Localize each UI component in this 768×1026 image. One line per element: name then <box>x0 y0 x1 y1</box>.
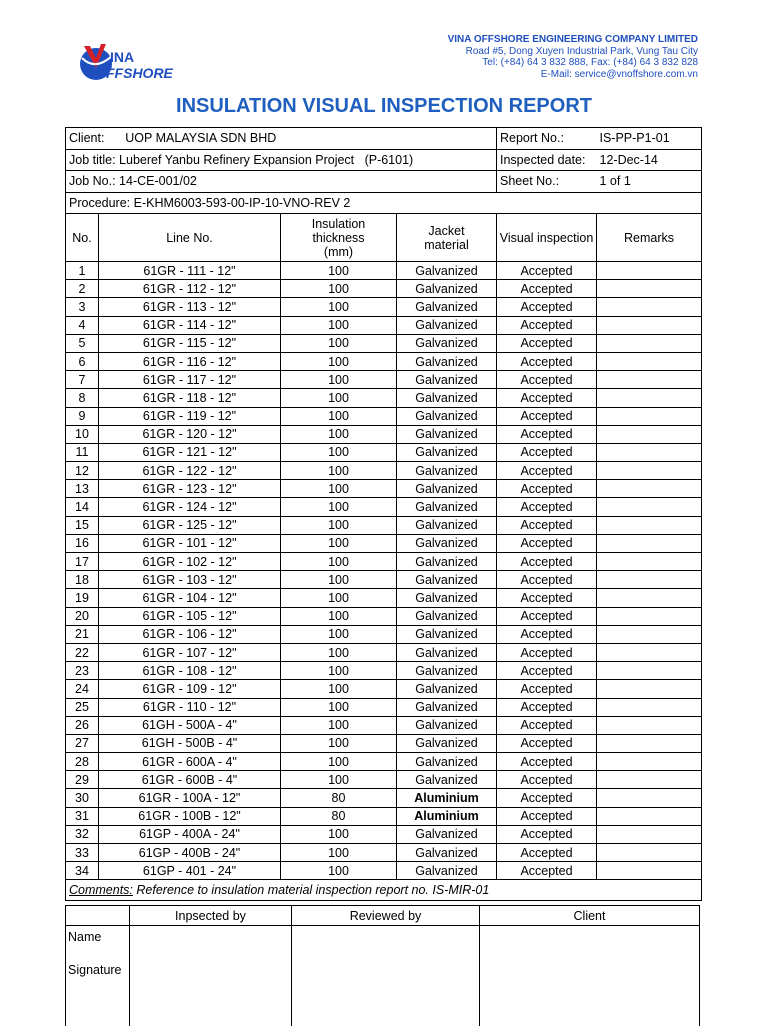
row-jacket: Galvanized <box>397 643 497 661</box>
row-no: 10 <box>66 425 99 443</box>
table-row <box>66 607 702 625</box>
row-jacket: Galvanized <box>397 571 497 589</box>
row-no: 20 <box>66 607 99 625</box>
row-no: 12 <box>66 462 99 480</box>
row-remarks <box>597 371 702 389</box>
row-line-no: 61GR - 118 - 12" <box>99 389 281 407</box>
row-remarks <box>597 443 702 461</box>
table-row <box>66 462 702 480</box>
row-no: 30 <box>66 789 99 807</box>
name-label: Name <box>68 930 127 944</box>
company-phone: Tel: (+84) 64 3 832 888, Fax: (+84) 64 3 832 828 <box>448 57 698 69</box>
row-visual: Accepted <box>497 407 597 425</box>
row-visual: Accepted <box>497 643 597 661</box>
row-remarks <box>597 280 702 298</box>
table-header <box>66 214 702 262</box>
row-line-no: 61GR - 105 - 12" <box>99 607 281 625</box>
row-line-no: 61GR - 111 - 12" <box>99 262 281 280</box>
row-jacket: Galvanized <box>397 498 497 516</box>
job-title-value: Luberef Yanbu Refinery Expansion Project (P-6101) <box>119 153 413 167</box>
table-row <box>66 516 702 534</box>
table-row <box>66 643 702 661</box>
row-jacket: Galvanized <box>397 662 497 680</box>
row-remarks <box>597 498 702 516</box>
row-visual: Accepted <box>497 334 597 352</box>
inspected-by-header: Inpsected by <box>130 906 292 926</box>
signoff-body <box>66 926 700 1026</box>
row-visual: Accepted <box>497 571 597 589</box>
row-remarks <box>597 844 702 862</box>
row-thickness: 100 <box>281 607 397 625</box>
row-visual: Accepted <box>497 371 597 389</box>
row-no: 21 <box>66 625 99 643</box>
row-no: 7 <box>66 371 99 389</box>
row-jacket: Galvanized <box>397 462 497 480</box>
row-remarks <box>597 716 702 734</box>
col-header-remarks: Remarks <box>597 214 702 262</box>
row-jacket: Galvanized <box>397 771 497 789</box>
table-row <box>66 480 702 498</box>
row-thickness: 100 <box>281 280 397 298</box>
row-no: 29 <box>66 771 99 789</box>
row-line-no: 61GR - 107 - 12" <box>99 643 281 661</box>
row-visual: Accepted <box>497 698 597 716</box>
table-row <box>66 862 702 880</box>
row-thickness: 100 <box>281 680 397 698</box>
comments-row <box>66 880 702 901</box>
logo-text-2: FFSHORE <box>106 65 174 81</box>
row-thickness: 100 <box>281 498 397 516</box>
inspected-date-label: Inspected date: <box>497 149 597 171</box>
row-jacket: Galvanized <box>397 298 497 316</box>
col-header-line-no: Line No. <box>99 214 281 262</box>
row-no: 13 <box>66 480 99 498</box>
row-visual: Accepted <box>497 425 597 443</box>
row-line-no: 61GR - 108 - 12" <box>99 662 281 680</box>
row-no: 17 <box>66 553 99 571</box>
table-row <box>66 280 702 298</box>
row-thickness: 100 <box>281 716 397 734</box>
row-no: 16 <box>66 534 99 552</box>
procedure-row <box>66 192 702 214</box>
row-thickness: 100 <box>281 371 397 389</box>
table-row <box>66 662 702 680</box>
row-visual: Accepted <box>497 462 597 480</box>
row-line-no: 61GR - 100B - 12" <box>99 807 281 825</box>
row-thickness: 100 <box>281 298 397 316</box>
row-visual: Accepted <box>497 280 597 298</box>
report-title: INSULATION VISUAL INSPECTION REPORT <box>0 95 768 118</box>
row-jacket: Galvanized <box>397 389 497 407</box>
row-jacket: Aluminium <box>397 789 497 807</box>
row-jacket: Galvanized <box>397 753 497 771</box>
row-remarks <box>597 553 702 571</box>
signoff-labels <box>66 926 130 1026</box>
row-remarks <box>597 734 702 752</box>
sheet-no-label: Sheet No.: <box>497 171 597 193</box>
row-thickness: 100 <box>281 862 397 880</box>
row-line-no: 61GR - 122 - 12" <box>99 462 281 480</box>
row-visual: Accepted <box>497 553 597 571</box>
row-jacket: Galvanized <box>397 443 497 461</box>
row-no: 4 <box>66 316 99 334</box>
row-thickness: 100 <box>281 734 397 752</box>
row-visual: Accepted <box>497 262 597 280</box>
row-jacket: Galvanized <box>397 625 497 643</box>
job-no-label: Job No.: <box>69 174 116 188</box>
client-label: Client: <box>69 131 104 145</box>
row-jacket: Galvanized <box>397 262 497 280</box>
table-row <box>66 425 702 443</box>
row-line-no: 61GR - 100A - 12" <box>99 789 281 807</box>
row-line-no: 61GR - 120 - 12" <box>99 425 281 443</box>
row-remarks <box>597 825 702 843</box>
report-no-value: IS-PP-P1-01 <box>597 128 702 150</box>
row-thickness: 80 <box>281 789 397 807</box>
row-line-no: 61GR - 115 - 12" <box>99 334 281 352</box>
row-jacket: Galvanized <box>397 280 497 298</box>
row-jacket: Galvanized <box>397 352 497 370</box>
row-no: 11 <box>66 443 99 461</box>
table-row <box>66 716 702 734</box>
col-header-jacket: Jacket material <box>397 214 497 262</box>
company-info <box>448 34 698 80</box>
row-no: 2 <box>66 280 99 298</box>
row-thickness: 100 <box>281 480 397 498</box>
row-visual: Accepted <box>497 807 597 825</box>
row-line-no: 61GP - 401 - 24" <box>99 862 281 880</box>
row-remarks <box>597 480 702 498</box>
row-no: 14 <box>66 498 99 516</box>
row-remarks <box>597 662 702 680</box>
row-line-no: 61GR - 600B - 4" <box>99 771 281 789</box>
row-visual: Accepted <box>497 589 597 607</box>
row-visual: Accepted <box>497 516 597 534</box>
row-no: 23 <box>66 662 99 680</box>
row-no: 18 <box>66 571 99 589</box>
row-no: 24 <box>66 680 99 698</box>
inspection-table <box>65 127 702 901</box>
row-no: 1 <box>66 262 99 280</box>
row-line-no: 61GR - 112 - 12" <box>99 280 281 298</box>
row-visual: Accepted <box>497 443 597 461</box>
row-no: 34 <box>66 862 99 880</box>
row-thickness: 100 <box>281 352 397 370</box>
row-visual: Accepted <box>497 480 597 498</box>
row-remarks <box>597 589 702 607</box>
row-remarks <box>597 571 702 589</box>
row-thickness: 100 <box>281 589 397 607</box>
procedure-cell: Procedure: E-KHM6003-593-00-IP-10-VNO-REV 2 <box>66 192 702 214</box>
row-visual: Accepted <box>497 753 597 771</box>
row-remarks <box>597 425 702 443</box>
row-remarks <box>597 262 702 280</box>
row-jacket: Galvanized <box>397 825 497 843</box>
table-row <box>66 789 702 807</box>
logo-text-1: INA <box>110 49 134 65</box>
row-visual: Accepted <box>497 625 597 643</box>
row-thickness: 100 <box>281 625 397 643</box>
row-remarks <box>597 789 702 807</box>
signoff-table <box>65 905 700 1026</box>
row-jacket: Galvanized <box>397 425 497 443</box>
job-no-row <box>66 171 702 193</box>
row-no: 31 <box>66 807 99 825</box>
row-line-no: 61GR - 125 - 12" <box>99 516 281 534</box>
company-name: VINA OFFSHORE ENGINEERING COMPANY LIMITED <box>448 34 698 46</box>
client-value: UOP MALAYSIA SDN BHD <box>125 131 276 145</box>
table-row <box>66 625 702 643</box>
row-visual: Accepted <box>497 298 597 316</box>
job-no-value: 14-CE-001/02 <box>119 174 197 188</box>
row-no: 6 <box>66 352 99 370</box>
row-line-no: 61GH - 500A - 4" <box>99 716 281 734</box>
row-no: 8 <box>66 389 99 407</box>
row-line-no: 61GP - 400A - 24" <box>99 825 281 843</box>
row-visual: Accepted <box>497 534 597 552</box>
row-thickness: 100 <box>281 553 397 571</box>
table-row <box>66 771 702 789</box>
row-jacket: Galvanized <box>397 407 497 425</box>
row-line-no: 61GR - 114 - 12" <box>99 316 281 334</box>
row-thickness: 100 <box>281 662 397 680</box>
row-thickness: 100 <box>281 753 397 771</box>
signoff-header <box>66 906 700 926</box>
row-visual: Accepted <box>497 862 597 880</box>
row-remarks <box>597 462 702 480</box>
row-thickness: 100 <box>281 534 397 552</box>
row-line-no: 61GR - 116 - 12" <box>99 352 281 370</box>
row-remarks <box>597 516 702 534</box>
row-line-no: 61GR - 103 - 12" <box>99 571 281 589</box>
row-visual: Accepted <box>497 316 597 334</box>
table-row <box>66 371 702 389</box>
row-visual: Accepted <box>497 825 597 843</box>
row-thickness: 100 <box>281 334 397 352</box>
table-row <box>66 334 702 352</box>
row-line-no: 61GR - 109 - 12" <box>99 680 281 698</box>
table-row <box>66 534 702 552</box>
row-line-no: 61GR - 600A - 4" <box>99 753 281 771</box>
job-title-label: Job title: <box>69 153 116 167</box>
table-row <box>66 298 702 316</box>
table-row <box>66 389 702 407</box>
client-field[interactable] <box>480 926 700 1026</box>
row-remarks <box>597 352 702 370</box>
table-row <box>66 753 702 771</box>
row-thickness: 100 <box>281 825 397 843</box>
company-email: E-Mail: service@vnoffshore.com.vn <box>448 69 698 81</box>
row-jacket: Galvanized <box>397 534 497 552</box>
row-visual: Accepted <box>497 734 597 752</box>
table-row <box>66 553 702 571</box>
row-line-no: 61GR - 110 - 12" <box>99 698 281 716</box>
row-line-no: 61GR - 113 - 12" <box>99 298 281 316</box>
row-no: 32 <box>66 825 99 843</box>
row-jacket: Galvanized <box>397 698 497 716</box>
row-thickness: 100 <box>281 443 397 461</box>
row-remarks <box>597 334 702 352</box>
row-line-no: 61GH - 500B - 4" <box>99 734 281 752</box>
row-thickness: 100 <box>281 844 397 862</box>
table-row <box>66 443 702 461</box>
row-jacket: Galvanized <box>397 680 497 698</box>
row-remarks <box>597 407 702 425</box>
row-line-no: 61GP - 400B - 24" <box>99 844 281 862</box>
row-jacket: Galvanized <box>397 844 497 862</box>
table-row <box>66 407 702 425</box>
comments-text: Reference to insulation material inspection report no. IS-MIR-01 <box>133 883 489 897</box>
row-line-no: 61GR - 124 - 12" <box>99 498 281 516</box>
row-remarks <box>597 316 702 334</box>
row-line-no: 61GR - 117 - 12" <box>99 371 281 389</box>
row-thickness: 100 <box>281 316 397 334</box>
row-thickness: 100 <box>281 643 397 661</box>
row-line-no: 61GR - 101 - 12" <box>99 534 281 552</box>
table-row <box>66 698 702 716</box>
row-jacket: Galvanized <box>397 607 497 625</box>
row-no: 27 <box>66 734 99 752</box>
row-thickness: 100 <box>281 771 397 789</box>
row-remarks <box>597 389 702 407</box>
row-jacket: Galvanized <box>397 334 497 352</box>
row-jacket: Galvanized <box>397 480 497 498</box>
row-no: 28 <box>66 753 99 771</box>
row-no: 25 <box>66 698 99 716</box>
sheet-no-value: 1 of 1 <box>597 171 702 193</box>
row-visual: Accepted <box>497 389 597 407</box>
row-thickness: 100 <box>281 571 397 589</box>
row-jacket: Galvanized <box>397 862 497 880</box>
row-thickness: 100 <box>281 389 397 407</box>
row-jacket: Galvanized <box>397 589 497 607</box>
table-row <box>66 825 702 843</box>
row-remarks <box>597 298 702 316</box>
row-visual: Accepted <box>497 844 597 862</box>
row-remarks <box>597 698 702 716</box>
reviewed-by-field[interactable] <box>292 926 480 1026</box>
row-line-no: 61GR - 123 - 12" <box>99 480 281 498</box>
table-row <box>66 807 702 825</box>
job-title-cell <box>66 149 497 171</box>
row-jacket: Galvanized <box>397 734 497 752</box>
row-visual: Accepted <box>497 352 597 370</box>
row-remarks <box>597 625 702 643</box>
row-no: 26 <box>66 716 99 734</box>
row-jacket: Galvanized <box>397 516 497 534</box>
row-remarks <box>597 753 702 771</box>
row-visual: Accepted <box>497 771 597 789</box>
client-row <box>66 128 702 150</box>
table-row <box>66 498 702 516</box>
row-line-no: 61GR - 121 - 12" <box>99 443 281 461</box>
inspected-by-field[interactable] <box>130 926 292 1026</box>
row-line-no: 61GR - 119 - 12" <box>99 407 281 425</box>
row-remarks <box>597 607 702 625</box>
row-remarks <box>597 680 702 698</box>
job-no-cell <box>66 171 497 193</box>
table-row <box>66 844 702 862</box>
row-remarks <box>597 807 702 825</box>
row-thickness: 100 <box>281 462 397 480</box>
row-thickness: 80 <box>281 807 397 825</box>
row-no: 22 <box>66 643 99 661</box>
row-visual: Accepted <box>497 716 597 734</box>
company-address: Road #5, Dong Xuyen Industrial Park, Vung Tau City <box>448 46 698 58</box>
row-no: 3 <box>66 298 99 316</box>
row-remarks <box>597 862 702 880</box>
row-remarks <box>597 643 702 661</box>
row-jacket: Galvanized <box>397 316 497 334</box>
col-header-visual: Visual inspection <box>497 214 597 262</box>
table-row <box>66 680 702 698</box>
row-visual: Accepted <box>497 498 597 516</box>
row-line-no: 61GR - 106 - 12" <box>99 625 281 643</box>
row-remarks <box>597 771 702 789</box>
row-thickness: 100 <box>281 698 397 716</box>
row-visual: Accepted <box>497 789 597 807</box>
table-row <box>66 571 702 589</box>
signature-label: Signature <box>68 963 127 977</box>
row-thickness: 100 <box>281 262 397 280</box>
row-visual: Accepted <box>497 607 597 625</box>
row-jacket: Galvanized <box>397 553 497 571</box>
row-jacket: Aluminium <box>397 807 497 825</box>
col-header-no: No. <box>66 214 99 262</box>
row-no: 19 <box>66 589 99 607</box>
reviewed-by-header: Reviewed by <box>292 906 480 926</box>
row-jacket: Galvanized <box>397 371 497 389</box>
row-no: 9 <box>66 407 99 425</box>
row-no: 33 <box>66 844 99 862</box>
row-jacket: Galvanized <box>397 716 497 734</box>
table-row <box>66 589 702 607</box>
row-thickness: 100 <box>281 425 397 443</box>
table-row <box>66 734 702 752</box>
comments-cell <box>66 880 702 901</box>
row-thickness: 100 <box>281 516 397 534</box>
row-line-no: 61GR - 104 - 12" <box>99 589 281 607</box>
row-thickness: 100 <box>281 407 397 425</box>
row-no: 5 <box>66 334 99 352</box>
table-row <box>66 316 702 334</box>
row-remarks <box>597 534 702 552</box>
row-line-no: 61GR - 102 - 12" <box>99 553 281 571</box>
table-row <box>66 262 702 280</box>
comments-label: Comments: <box>69 883 133 897</box>
row-visual: Accepted <box>497 680 597 698</box>
table-row <box>66 352 702 370</box>
report-no-label: Report No.: <box>497 128 597 150</box>
client-cell <box>66 128 497 150</box>
company-logo <box>76 38 176 86</box>
row-visual: Accepted <box>497 662 597 680</box>
row-no: 15 <box>66 516 99 534</box>
col-header-thickness: Insulation thickness (mm) <box>281 214 397 262</box>
client-header: Client <box>480 906 700 926</box>
inspected-date-value: 12-Dec-14 <box>597 149 702 171</box>
job-title-row <box>66 149 702 171</box>
